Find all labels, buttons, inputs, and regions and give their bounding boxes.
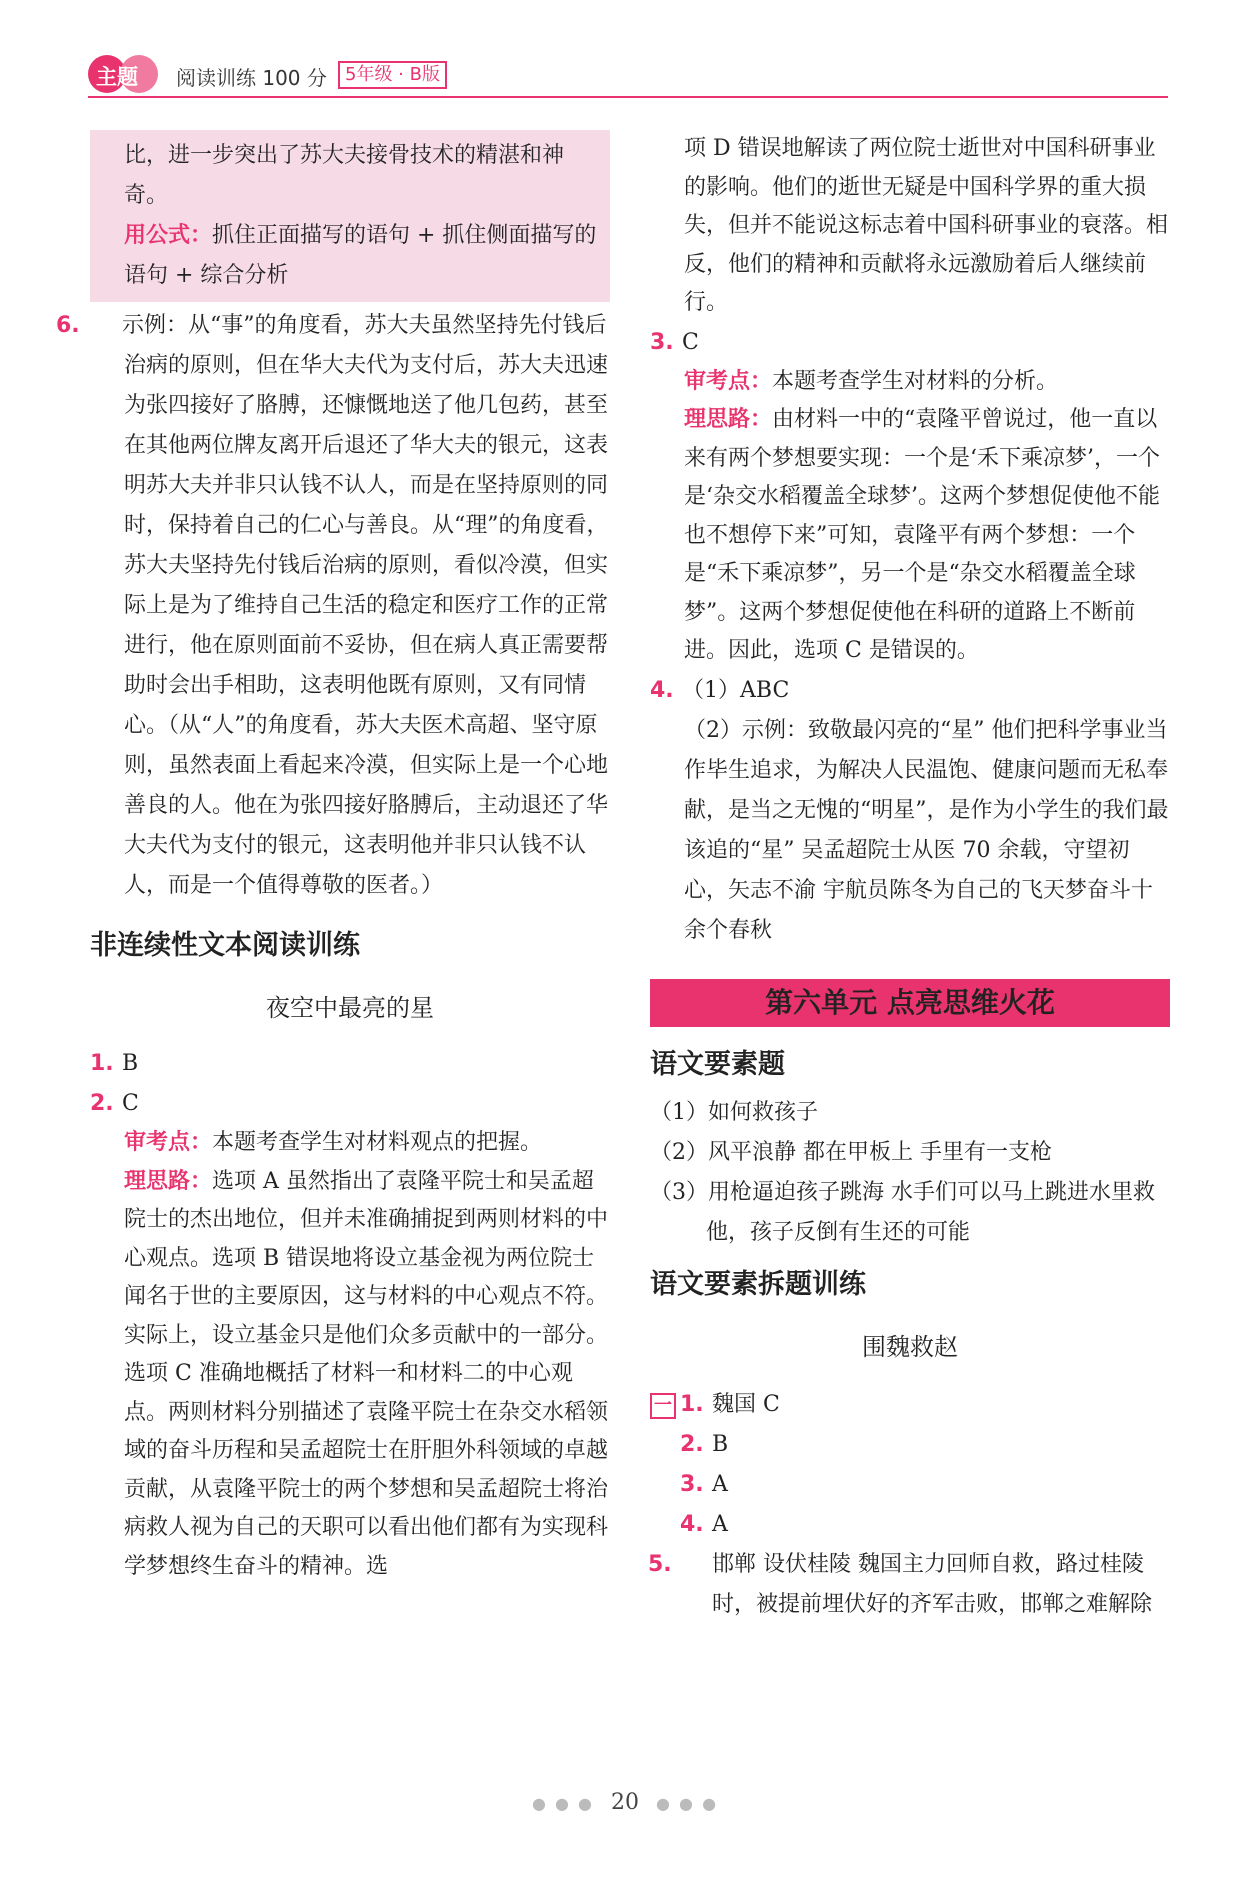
method-highlight-box	[90, 130, 610, 302]
answer-1: 1. B	[90, 1051, 139, 1076]
answer-2-analysis: 理思路：选项 A 虽然指出了袁隆平院士和吴孟超院士的杰出地位，但并未准确捕捉到两则材料的中心观点。选项 B 错误地将设立基金视为两位院士闻名于世的主要原因，这与材料的中心观点不符。实际上，设立基金只是他们众多贡献中的一部分。选项 C 准确地概括了材料一和材料二的中心观点。两则材料分别描述了袁隆平院士在杂交水稻领域的奋斗历程和吴孟超院士在肝胆外科领域的卓越贡献，从袁隆平院士的两个梦想和吴孟超院士将治病救人视为自己的天职可以看出他们都有为实现科学梦想终生奋斗的精神。选	[124, 1168, 609, 1579]
book-title: 阅读训练 100 分	[176, 66, 327, 90]
practice-answer-2: 2. B	[680, 1431, 729, 1457]
practice-answer-4: 4. A	[680, 1511, 728, 1537]
section-heading-nonlinear: 非连续性文本阅读训练	[90, 930, 360, 961]
answer-4-2: （2）示例：致敬最闪亮的“星” 他们把科学事业当作毕生追求，为解决人民温饱、健康问题而无私奉献，是当之无愧的“明星”，是作为小学生的我们最该追的“星” 吴孟超院士从医 70 余载，守望初心，矢志不渝 宇航员陈冬为自己的飞天梦奋斗十余个春秋	[684, 717, 1169, 943]
formula-text: 抓住正面描写的语句 + 抓住侧面描写的语句 + 综合分析	[124, 223, 597, 288]
answer-2-focus: 审考点：本题考查学生对材料观点的把握。	[124, 1130, 543, 1155]
practice-answer-1: 一 1. 魏国 C	[650, 1385, 1170, 1425]
page-footer: ● ● ● 20 ● ● ●	[531, 1790, 719, 1815]
page-header	[88, 52, 1168, 96]
answer-2: 2. C	[90, 1091, 139, 1116]
practice-answer-5: 5. 邯郸 设伏桂陵 魏国主力回师自救，路过桂陵时，被提前埋伏好的齐军击败，邯郸之难解除	[648, 1551, 1153, 1617]
passage-title: 夜空中最亮的星	[266, 994, 434, 1022]
answer-3: 3. C	[650, 329, 699, 355]
continued-analysis: 项 D 错误地解读了两位院士逝世对中国科研事业的影响。他们的逝世无疑是中国科学界的重大损失，但并不能说这标志着中国科研事业的衰落。相反，他们的精神和贡献将永远激励着后人继续前行。	[684, 136, 1169, 315]
element-answer-1: （1）如何救孩子	[650, 1099, 818, 1125]
part-one-label: 一	[650, 1393, 676, 1419]
element-answer-2: （2）风平浪静 都在甲板上 手里有一支枪	[650, 1139, 1052, 1165]
logo-text: 主题	[96, 65, 138, 89]
section-heading-elements: 语文要素题	[650, 1048, 785, 1080]
left-column	[56, 130, 610, 1586]
formula-label: 用公式：	[124, 223, 213, 248]
highlight-text: 比，进一步突出了苏大夫接骨技术的精湛和神奇。	[124, 143, 565, 208]
grade-badge: 5年级 · B版	[338, 61, 447, 89]
element-answer-3: （3）用枪逼迫孩子跳海 水手们可以马上跳进水里救他，孩子反倒有生还的可能	[650, 1179, 1155, 1245]
header-rule	[88, 96, 1168, 98]
passage-title-2: 围魏救赵	[862, 1332, 958, 1361]
series-logo	[88, 52, 162, 96]
right-column	[650, 130, 1170, 1625]
answer-6: 6. 示例：从“事”的角度看，苏大夫虽然坚持先付钱后治病的原则，但在华大夫代为支付后，苏大夫迅速为张四接好了胳膊，还慷慨地送了他几包药，甚至在其他两位牌友离开后退还了华大夫的银元，这表明苏大夫并非只认钱不认人，而是在坚持原则的同时，保持着自己的仁心与善良。从“理”的角度看，苏大夫坚持先付钱后治病的原则，看似冷漠，但实际上是为了维持自己生活的稳定和医疗工作的正常进行，他在原则面前不妥协，但在病人真正需要帮助时会出手相助，这表明他既有原则，又有同情心。（从“人”的角度看，苏大夫医术高超、坚守原则，虽然表面上看起来冷漠，但实际上是一个心地善良的人。他在为张四接好胳膊后，主动退还了华大夫代为支付的银元，这表明他并非只认钱不认人，而是一个值得尊敬的医者。）	[56, 313, 609, 898]
unit-banner: 第六单元 点亮思维火花	[650, 979, 1170, 1027]
answer-3-analysis: 理思路：由材料一中的“袁隆平曾说过，他一直以来有两个梦想要实现：一个是‘禾下乘凉梦’，一个是‘杂交水稻覆盖全球梦’。这两个梦想促使他不能也不想停下来”可知，袁隆平有两个梦想：一个是“禾下乘凉梦”，另一个是“杂交水稻覆盖全球梦”。这两个梦想促使他在科研的道路上不断前进。因此，选项 C 是错误的。	[684, 407, 1160, 663]
practice-answer-3: 3. A	[680, 1471, 728, 1497]
answer-3-focus: 审考点：本题考查学生对材料的分析。	[684, 368, 1059, 394]
answer-4: 4. （1）ABC	[650, 677, 790, 703]
page-number: 20	[611, 1790, 639, 1815]
section-heading-practice: 语文要素拆题训练	[650, 1268, 866, 1300]
